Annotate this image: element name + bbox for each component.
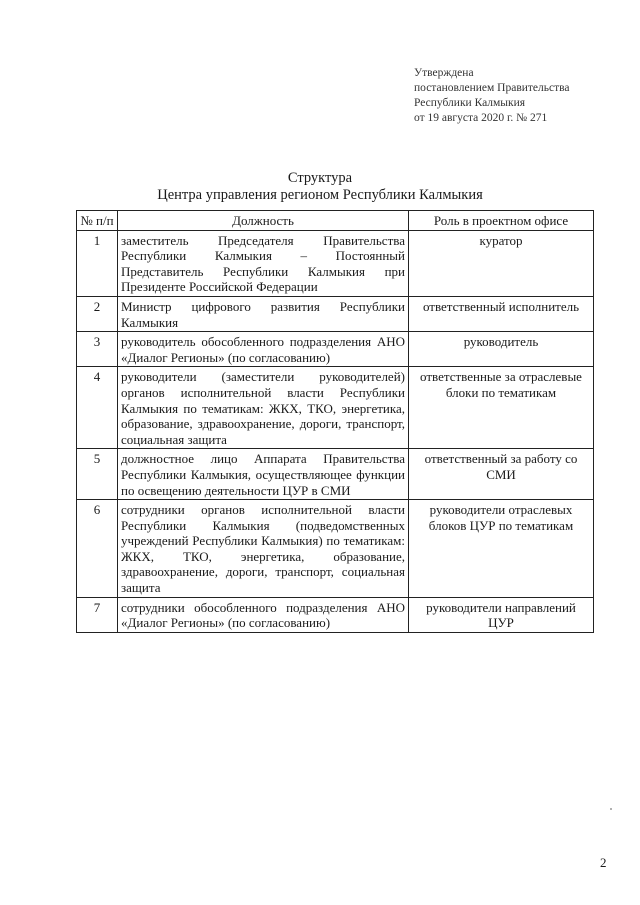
- approval-line: Республики Калмыкия: [414, 97, 526, 109]
- row-role: руководители отраслевых блоков ЦУР по тематикам: [409, 500, 594, 598]
- row-position: сотрудники органов исполнительной власти Республики Калмыкия (подведомственных учреждений Республики Калмыкия) по тематикам: ЖКХ, ТКО, энергетика, образование, здравоохранение, дороги, транспорт, социальная защита: [118, 500, 409, 598]
- row-position: должностное лицо Аппарата Правительства Республики Калмыкия, осуществляющее функции по освещению деятельности ЦУР в СМИ: [118, 449, 409, 500]
- page-number: 2: [600, 855, 607, 870]
- header-position: Должность: [118, 211, 409, 231]
- document-title: [0, 170, 640, 204]
- row-role: ответственные за отраслевые блоки по тематикам: [409, 367, 594, 449]
- title-line-2: Центра управления регионом Республики Калмыкия: [157, 187, 483, 203]
- table-row: [77, 597, 594, 632]
- row-role: куратор: [409, 230, 594, 296]
- row-num: 5: [77, 449, 118, 500]
- table-row: [77, 296, 594, 331]
- approval-line: постановлением Правительства: [414, 82, 570, 94]
- row-position: Министр цифрового развития Республики Калмыкия: [118, 296, 409, 331]
- structure-table: [76, 210, 594, 633]
- scan-speck: [610, 808, 612, 810]
- row-position: руководитель обособленного подразделения АНО «Диалог Регионы» (по согласованию): [118, 332, 409, 367]
- header-num: № п/п: [77, 211, 118, 231]
- row-position: сотрудники обособленного подразделения АНО «Диалог Регионы» (по согласованию): [118, 597, 409, 632]
- table-row: [77, 449, 594, 500]
- approval-line: от 19 августа 2020 г. № 271: [414, 112, 548, 124]
- approval-stamp: [414, 66, 570, 126]
- row-num: 1: [77, 230, 118, 296]
- row-position: заместитель Председателя Правительства Республики Калмыкия – Постоянный Представитель Республики Калмыкия при Президенте Российской Федерации: [118, 230, 409, 296]
- approval-line: Утверждена: [414, 67, 474, 79]
- table-row: [77, 367, 594, 449]
- row-role: руководители направлений ЦУР: [409, 597, 594, 632]
- row-role: ответственный за работу со СМИ: [409, 449, 594, 500]
- row-role: руководитель: [409, 332, 594, 367]
- table-row: [77, 230, 594, 296]
- header-role: Роль в проектном офисе: [409, 211, 594, 231]
- row-num: 6: [77, 500, 118, 598]
- row-num: 3: [77, 332, 118, 367]
- row-num: 4: [77, 367, 118, 449]
- row-num: 7: [77, 597, 118, 632]
- row-role: ответственный исполнитель: [409, 296, 594, 331]
- table-header-row: [77, 211, 594, 231]
- table-row: [77, 332, 594, 367]
- row-num: 2: [77, 296, 118, 331]
- row-position: руководители (заместители руководителей) органов исполнительной власти Республики Калмыкия по тематикам: ЖКХ, ТКО, энергетика, образование, здравоохранение, дороги, транспорт, социальная защита: [118, 367, 409, 449]
- title-line-1: Структура: [287, 170, 353, 186]
- table-row: [77, 500, 594, 598]
